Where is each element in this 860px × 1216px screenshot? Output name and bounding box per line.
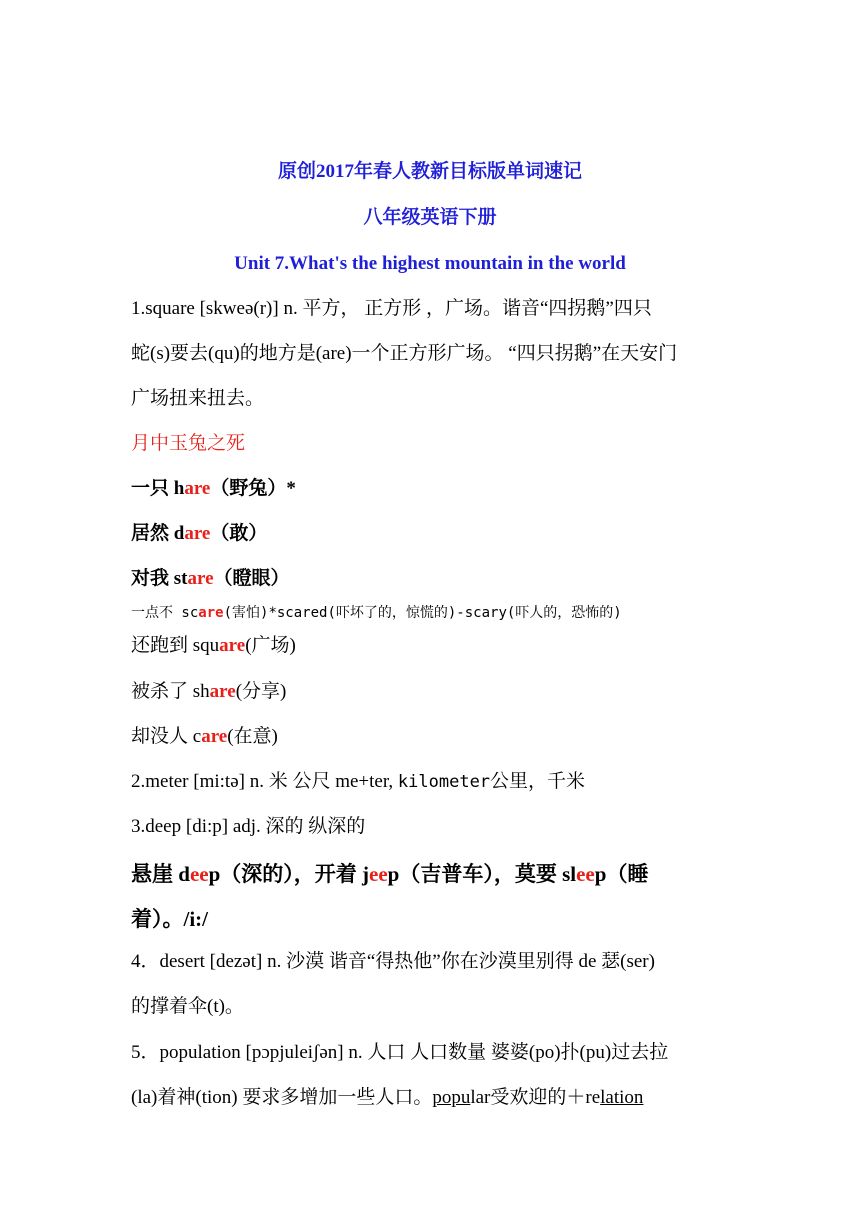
rhyme-line1: 悬崖 deep（深的），开着 jeep（吉普车），莫要 sleep（睡 xyxy=(131,862,649,886)
doc-subtitle: 八年级英语下册 xyxy=(363,207,497,228)
word1-line3: 广场扭来扭去。 xyxy=(131,388,265,409)
story-line-hare: 一只 hare（野兔）* xyxy=(131,478,296,499)
unit-heading: Unit 7.What's the highest mountain in the world xyxy=(234,253,626,274)
story-line-care: 却没人 care(在意) xyxy=(131,726,278,747)
word4-line1: 4．desert [dezət] n. 沙漠 谐音“得热他”你在沙漠里别得 de 瑟(ser) xyxy=(131,951,655,972)
story-line-stare: 对我 stare（瞪眼） xyxy=(131,568,290,589)
word1-line2: 蛇(s)要去(qu)的地方是(are)一个正方形广场。 “四只拐鹅”在天安门 xyxy=(131,343,678,364)
word3-line: 3.deep [di:p] adj. 深的 纵深的 xyxy=(131,816,366,837)
doc-title: 原创2017年春人教新目标版单词速记 xyxy=(277,161,582,182)
rhyme-line2: 着）。/i:/ xyxy=(131,907,208,931)
story-line-scare: 一点不 scare(害怕)*scared(吓坏了的，惊慌的)-scary(吓人的，恐怖的) xyxy=(131,605,622,621)
word4-line2: 的撑着伞(t)。 xyxy=(131,996,244,1017)
word5-line1: 5．population [pɔpjuleiʃən] n. 人口 人口数量 婆婆(po)扑(pu)过去拉 xyxy=(131,1042,669,1063)
story-line-share: 被杀了 share(分享) xyxy=(131,681,287,702)
story-line-square: 还跑到 square(广场) xyxy=(131,635,296,656)
word2-line: 2.meter [mi:tə] n. 米 公尺 me+ter, kilometer公里，千米 xyxy=(131,771,586,792)
word1-line1: 1.square [skweə(r)] n. 平方， 正方形 ，广场。谐音“四拐鹅”四只 xyxy=(131,298,652,319)
story-line-dare: 居然 dare（敢） xyxy=(131,523,268,544)
word5-line2: (la)着神(tion) 要求多增加一些人口。popular受欢迎的＋relation xyxy=(131,1087,644,1108)
story-heading: 月中玉兔之死 xyxy=(131,433,246,454)
